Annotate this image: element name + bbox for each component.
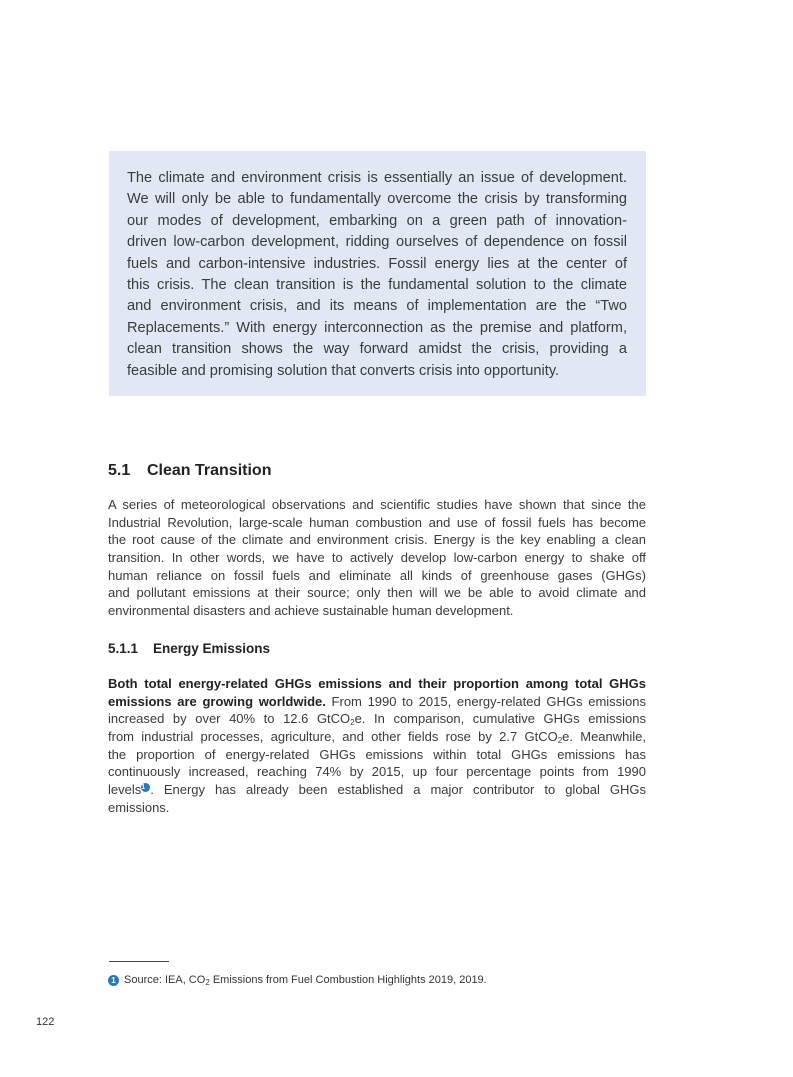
callout-line: fuels and carbon-intensive industries. Fossil energy lies at the center of — [127, 255, 627, 272]
paragraph-line: transition. In other words, we have to actively develop low-carbon energy to shake off — [108, 550, 646, 566]
callout-line: clean transition shows the way forward amidst the crisis, providing a — [127, 341, 627, 358]
section-number: 5.1 — [108, 462, 131, 479]
footnote — [108, 974, 487, 986]
callout-line: and environment crisis, and its means of implementation are the “Two — [127, 298, 627, 315]
paragraph-line: environmental disasters and achieve sustainable human development. — [108, 603, 514, 619]
paragraph-text: e. Meanwhile, — [562, 729, 647, 745]
paragraph-text: . Energy has already been established a major contributor to global GHGs — [150, 782, 646, 798]
subsection-title: Energy Emissions — [153, 641, 271, 656]
callout-line: this crisis. The clean transition is the fundamental solution to the climate — [127, 277, 627, 293]
paragraph-text: continuously increased, reaching 74% by 2015, up four percentage points from 1990 — [108, 764, 646, 780]
page-number: 122 — [36, 1016, 55, 1028]
callout-line: feasible and promising solution that converts crisis into opportunity. — [127, 362, 560, 379]
footnote-text: Source: IEA, CO — [124, 974, 206, 986]
paragraph-text: from industrial processes, agriculture, and other fields rose by 2.7 GtCO — [108, 729, 558, 745]
callout-line: Replacements.” With energy interconnection as the premise and platform, — [127, 319, 627, 336]
footnote-marker-icon[interactable]: 1 — [141, 783, 150, 792]
paragraph-line: and pollutant emissions at their source; only then will we be able to avoid climate and — [108, 585, 646, 601]
footnote-text: Emissions from Fuel Combustion Highlights 2019, 2019. — [209, 974, 487, 986]
subscript: 2 — [350, 718, 355, 728]
paragraph-text: increased by over 40% to 12.6 GtCO — [108, 711, 351, 727]
section-heading — [108, 462, 271, 480]
callout-line: The climate and environment crisis is essentially an issue of development. — [127, 170, 627, 186]
subsection-number: 5.1.1 — [108, 641, 139, 656]
subsection-heading — [108, 641, 270, 656]
paragraph-text: From 1990 to 2015, energy-related GHGs emissions — [325, 693, 647, 709]
paragraph-text: the proportion of energy-related GHGs emissions within total GHGs emissions has — [108, 746, 646, 762]
paragraph-line: Industrial Revolution, large-scale human combustion and use of fossil fuels has become — [108, 514, 646, 530]
paragraph-text: emissions. — [108, 799, 170, 815]
lead-sentence-end: emissions are growing worldwide. — [108, 693, 326, 709]
section-title: Clean Transition — [147, 462, 272, 479]
footnote-divider — [109, 961, 169, 962]
paragraph-text: e. In comparison, cumulative GHGs emissions — [354, 711, 646, 727]
callout-line: We will only be able to fundamentally overcome the crisis by transforming — [127, 191, 627, 208]
subscript: 2 — [557, 736, 563, 746]
subscript: 2 — [205, 978, 210, 987]
section-paragraph — [108, 496, 646, 620]
footnote-number-icon: 1 — [108, 975, 119, 986]
paragraph-line: A series of meteorological observations and scientific studies have shown that since the — [108, 497, 646, 512]
callout-line: our modes of development, embarking on a green path of innovation- — [127, 212, 627, 229]
paragraph-line: the root cause of the climate and environment crisis. Energy is the key enabling a clean — [108, 532, 646, 548]
callout-box — [109, 151, 646, 396]
paragraph-line: human reliance on fossil fuels and eliminate all kinds of greenhouse gases (GHGs) — [108, 567, 646, 583]
lead-sentence: Both total energy-related GHGs emissions and their proportion among total GHGs — [108, 676, 646, 691]
callout-line: driven low-carbon development, ridding ourselves of dependence on fossil — [127, 234, 627, 251]
emissions-paragraph — [108, 675, 646, 817]
paragraph-text: levels — [108, 782, 142, 798]
